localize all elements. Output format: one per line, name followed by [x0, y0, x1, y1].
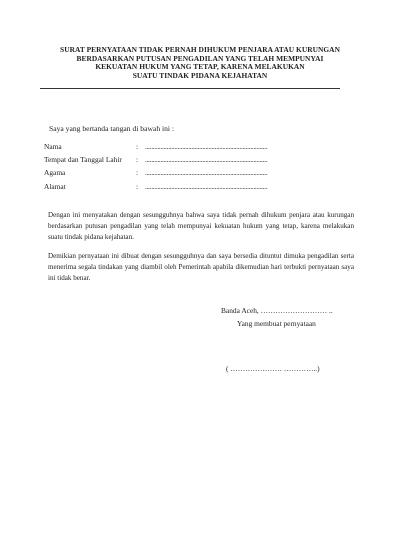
- field-colon: :: [136, 142, 139, 151]
- field-blank-line: ...............................................................................: [145, 142, 268, 151]
- title-underline: [40, 88, 340, 89]
- field-colon: :: [136, 168, 139, 177]
- title-line-1: SURAT PERNYATAAN TIDAK PERNAH DIHUKUM PENJARA ATAU KURUNGAN: [60, 45, 340, 54]
- field-label: Nama: [44, 142, 62, 151]
- title-line-2: BERDASARKAN PUTUSAN PENGADILAN YANG TELAH MEMPUNYAI: [76, 53, 324, 63]
- signature-place-date: Banda Aceh, ……………………… ..: [221, 306, 333, 315]
- field-label: Tempat dan Tanggal Lahir: [44, 155, 122, 164]
- field-blank-line: ...............................................................................: [145, 168, 268, 177]
- field-blank-line: ...............................................................................: [145, 182, 268, 191]
- field-colon: :: [136, 182, 139, 191]
- signature-title: Yang membuat pernyataan: [237, 319, 316, 328]
- intro-text: Saya yang bertanda tangan di bawah ini :: [49, 124, 175, 133]
- document-title: [40, 46, 360, 80]
- title-line-3: KEKUATAN HUKUM YANG TETAP, KARENA MELAKUKAN: [95, 62, 305, 72]
- title-line-4: SUATU TINDAK PIDANA KEJAHATAN: [132, 70, 268, 80]
- field-label: Agama: [44, 168, 66, 177]
- field-blank-line: ...............................................................................: [145, 155, 268, 164]
- closing-paragraph: Demikian pernyataan ini dibuat dengan sesungguhnya dan saya bersedia dituntut dimuka pengadilan serta menerima segala tindakan yang diambil oleh Pemerintah apabila dikemudian hari terbukti pernyataan saya ini tidak benar.: [48, 252, 354, 282]
- statement-paragraph: Dengan ini menyatakan dengan sesungguhnya bahwa saya tidak pernah dihukum penjara atau kurungan berdasarkan putusan pengadilan yang telah mempunyai kekuatan hukum yang tetap, karena melakukan suatu tindak pidana kejahatan.: [48, 211, 354, 241]
- field-label: Alamat: [44, 182, 66, 191]
- signature-name-placeholder: ( ………………… …………..): [226, 364, 320, 373]
- field-colon: :: [136, 155, 139, 164]
